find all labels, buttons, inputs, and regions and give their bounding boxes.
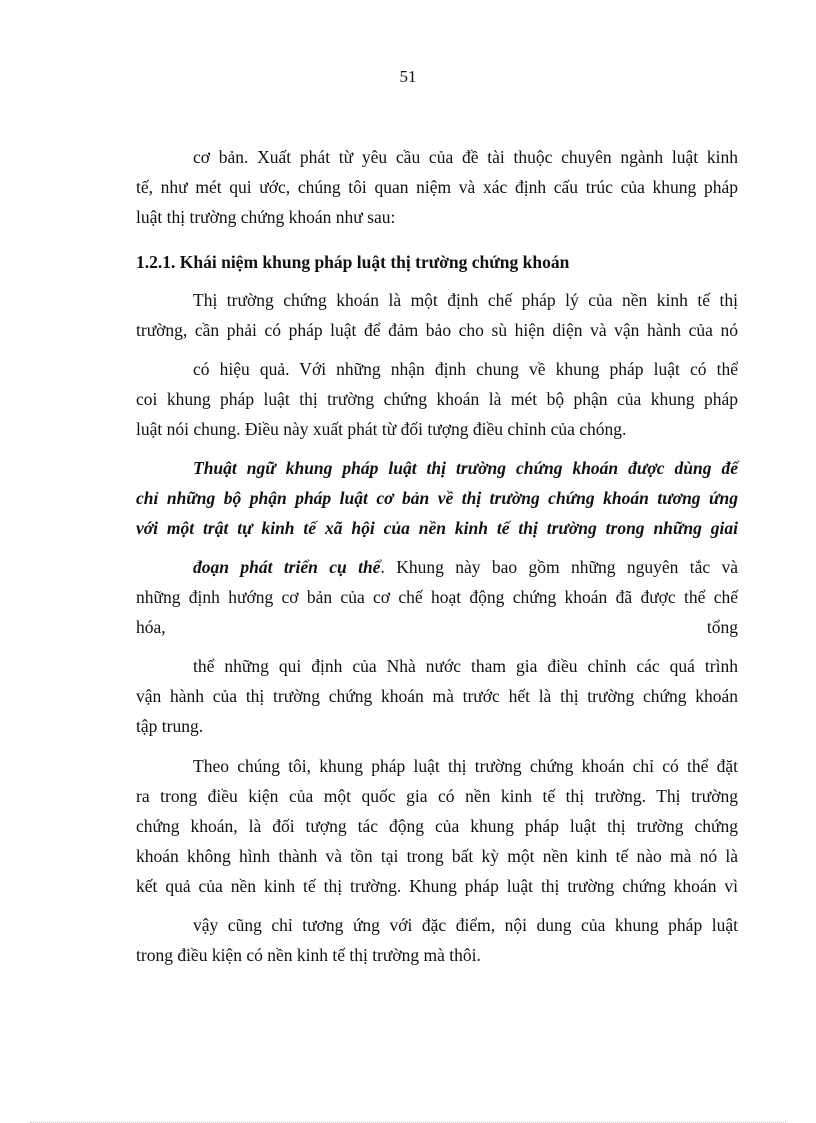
definition-term-end: đoạn phát triển cụ thể — [193, 557, 381, 577]
paragraph-line: kết quả của nền kinh tế thị trường. Khung pháp luật thị trường chứng khoán vì — [136, 876, 738, 896]
paragraph-line: chứng khoán, là đối tượng tác động của khung pháp luật thị trường chứng — [136, 816, 738, 836]
section-heading: 1.2.1. Khái niệm khung pháp luật thị trường chứng khoán — [136, 252, 570, 272]
paragraph-line: trong điều kiện có nền kinh tế thị trường mà thôi. — [136, 945, 481, 965]
paragraph-line: cơ bản. Xuất phát từ yêu cầu của đề tài thuộc chuyên ngành luật kinh — [193, 147, 738, 167]
paragraph-line: những định hướng cơ bản của cơ chế hoạt động chứng khoán đã được thể chế — [136, 587, 738, 607]
paragraph-line: khoán không hình thành và tồn tại trong bất kỳ một nền kinh tế nào mà nó là — [136, 846, 738, 866]
paragraph-text: tổng — [706, 617, 738, 637]
paragraph-line: luật nói chung. Điều này xuất phát từ đối tượng điều chỉnh của chóng. — [136, 419, 627, 439]
definition-line: với một trật tự kinh tế xã hội của nền kinh tế thị trường trong những giai — [136, 518, 738, 538]
paragraph-line: tế, như mét qui ước, chúng tôi quan niệm và xác định cấu trúc của khung pháp — [136, 177, 738, 197]
paragraph-text: . Khung này bao gồm những nguyên tắc và — [380, 557, 738, 577]
paragraph-line: Thị trường chứng khoán là một định chế pháp lý của nền kinh tế thị — [193, 290, 738, 310]
paragraph-text: hóa, — [136, 617, 166, 637]
paragraph-line: trường, cần phải có pháp luật để đảm bảo cho sù hiện diện và vận hành của nó — [136, 320, 738, 340]
page-number: 51 — [399, 67, 417, 86]
paragraph-line: ra trong điều kiện của một quốc gia có nền kinh tế thị trường. Thị trường — [136, 786, 738, 806]
paragraph-line: vậy cũng chỉ tương ứng với đặc điểm, nội dung của khung pháp luật — [193, 915, 738, 935]
definition-line: Thuật ngữ khung pháp luật thị trường chứng khoán được dùng để — [193, 458, 738, 478]
paragraph-line: thể những qui định của Nhà nước tham gia điều chỉnh các quá trình — [193, 656, 738, 676]
definition-line: chỉ những bộ phận pháp luật cơ bản về thị trường chứng khoán tương ứng — [136, 488, 738, 508]
paragraph-line: vận hành của thị trường chứng khoán mà trước hết là thị trường chứng khoán — [136, 686, 738, 706]
paragraph-line — [136, 616, 738, 638]
paragraph-line: có hiệu quả. Với những nhận định chung về khung pháp luật có thể — [193, 359, 738, 379]
paragraph-line: Theo chúng tôi, khung pháp luật thị trường chứng khoán chỉ có thể đặt — [193, 756, 738, 776]
paragraph-line — [193, 556, 738, 578]
paragraph-line: tập trung. — [136, 716, 204, 736]
paragraph-line: luật thị trường chứng khoán như sau: — [136, 207, 396, 227]
paragraph-line: coi khung pháp luật thị trường chứng khoán là mét bộ phận của khung pháp — [136, 389, 738, 409]
